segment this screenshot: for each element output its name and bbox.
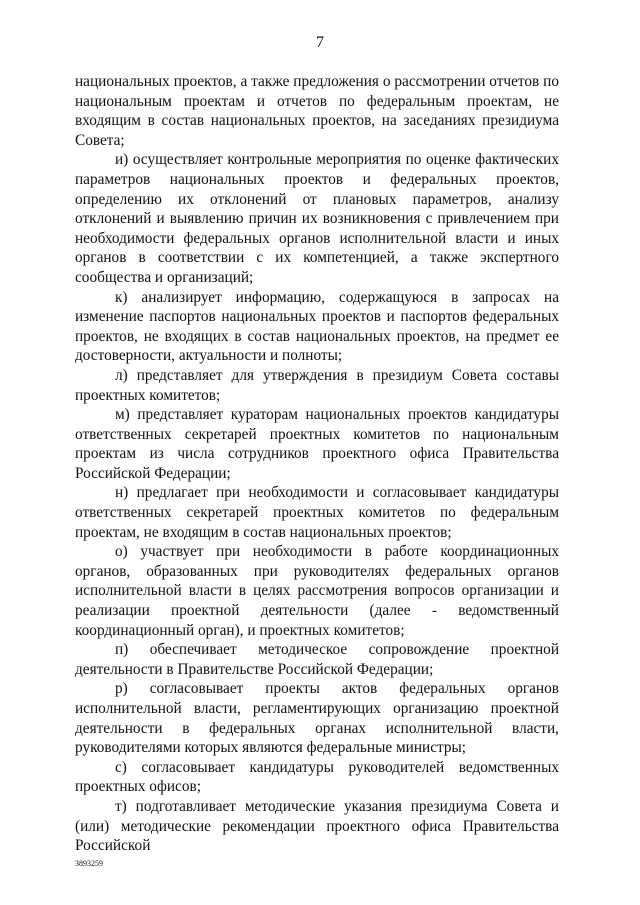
paragraph-item-s: с) согласовывает кандидатуры руководителей ведомственных проектных офисов;: [75, 758, 559, 796]
paragraph-item-p: п) обеспечивает методическое сопровождение проектной деятельности в Правительстве Российской Федерации;: [75, 641, 559, 678]
paragraph-item-i: и) осуществляет контрольные мероприятия по оценке фактических параметров национальных проектов и федеральных проектов, определению их отклонений от плановых параметров, анализу отклонений и выявлению причин их возникновения с привлечением при необходимости федеральных органов исполнительной власти и иных органов в соответствии с их компетенцией, а также экспертного сообщества и организаций;: [75, 151, 559, 286]
paragraph-item-t: т) подготавливает методические указания президиума Совета и (или) методические рекомендации проектного офиса Правительства Российской: [75, 797, 559, 855]
paragraph-item-l: л) представляет для утверждения в президиум Совета составы проектных комитетов;: [75, 366, 559, 404]
paragraph-item-m: м) представляет кураторам национальных проектов кандидатуры ответственных секретарей проектных комитетов по национальным проектам из числа сотрудников проектного офиса Правительства Российской Федерации;: [75, 406, 559, 482]
paragraph-item-n: н) предлагает при необходимости и согласовывает кандидатуры ответственных секретарей проектных комитетов по федеральным проектам, не входящим в состав национальных проектов;: [75, 484, 559, 541]
paragraph-item-k: к) анализирует информацию, содержащуюся в запросах на изменение паспортов национальных проектов и паспортов федеральных проектов, не входящих в состав национальных проектов, на предмет ее достоверности, актуальности и полноты;: [75, 288, 559, 365]
document-code: 3893259: [75, 859, 103, 868]
page-number: 7: [316, 34, 324, 51]
paragraph-item-o: о) участвует при необходимости в работе координационных органов, образованных при руководителях федеральных органов исполнительной власти в целях рассмотрения вопросов организации и реализации проектной деятельности (далее - ведомственный координационный орган), и проектных комитетов;: [75, 543, 559, 639]
paragraph-continuation: национальных проектов, а также предложения о рассмотрении отчетов по национальным проектам и отчетов по федеральным проектам, не входящим в состав национальных проектов, на заседаниях президиума Совета;: [75, 73, 559, 149]
document-body: [75, 72, 559, 856]
paragraph-item-r: р) согласовывает проекты актов федеральных органов исполнительной власти, регламентирующих организацию проектной деятельности в федеральных органах исполнительной власти, руководителями которых являются федеральные министры;: [75, 680, 559, 757]
